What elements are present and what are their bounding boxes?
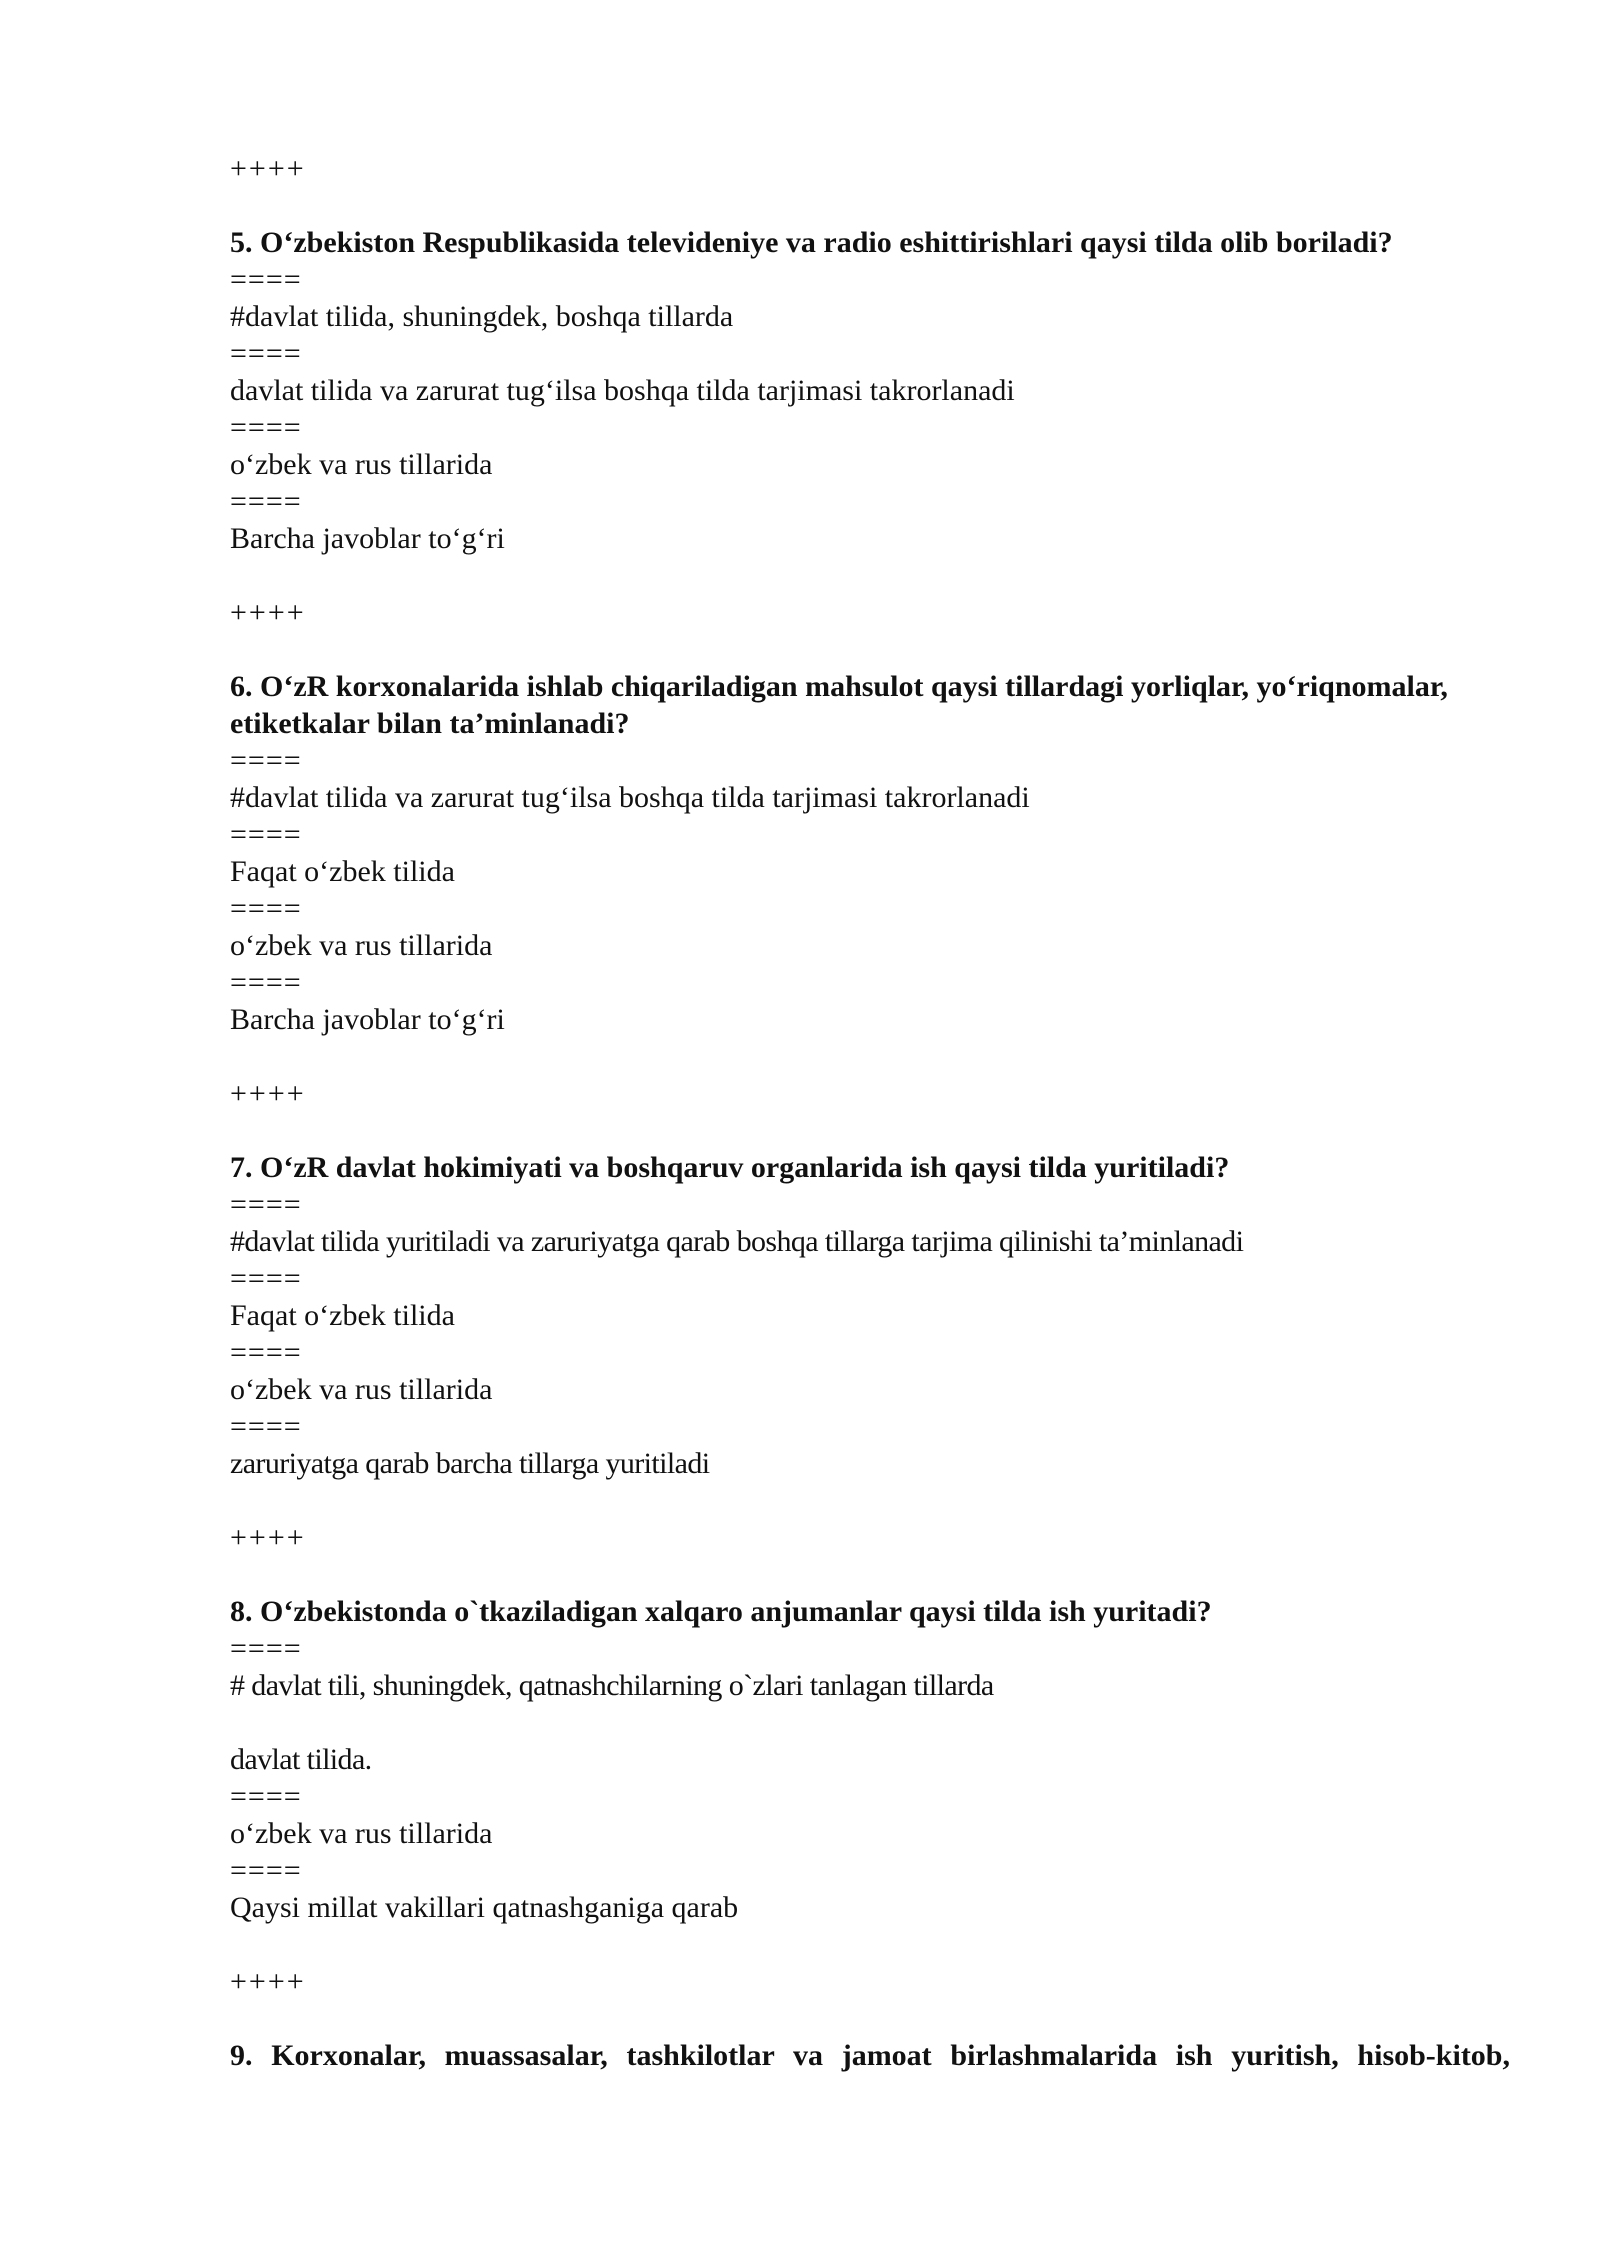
answer-separator: ====: [230, 485, 302, 518]
answer-option: o‘zbek va rus tillarida: [230, 448, 493, 481]
answer-separator: ====: [230, 744, 302, 777]
answer-separator: ====: [230, 411, 302, 444]
blank-line: [230, 1038, 1510, 1075]
answer-option: #davlat tilida va zarurat tug‘ilsa boshqa tilda tarjimasi takrorlanadi: [230, 781, 1030, 814]
answer-separator: ====: [230, 1188, 302, 1221]
answer-option: o‘zbek va rus tillarida: [230, 929, 493, 962]
question-delimiter: ++++: [230, 1965, 306, 1998]
answer-separator: ====: [230, 1854, 302, 1887]
question-delimiter: ++++: [230, 1077, 306, 1110]
answer-separator: ====: [230, 1262, 302, 1295]
blank-line: [230, 2000, 1510, 2037]
answer-separator: ====: [230, 263, 302, 296]
blank-line: [230, 1112, 1510, 1149]
blank-line: [230, 557, 1510, 594]
answer-option: Barcha javoblar to‘g‘ri: [230, 522, 505, 555]
answer-option: Faqat o‘zbek tilida: [230, 855, 455, 888]
answer-option: davlat tilida.: [230, 1743, 372, 1776]
question-text: 5. O‘zbekiston Respublikasida televideniye va radio eshittirishlari qaysi tilda olib boriladi?: [230, 226, 1393, 259]
question-delimiter: ++++: [230, 596, 306, 629]
document-page: [230, 150, 1510, 2074]
answer-option: o‘zbek va rus tillarida: [230, 1817, 493, 1850]
answer-option: davlat tilida va zarurat tug‘ilsa boshqa tilda tarjimasi takrorlanadi: [230, 374, 1015, 407]
answer-option: Faqat o‘zbek tilida: [230, 1299, 455, 1332]
question-delimiter: ++++: [230, 152, 306, 185]
answer-separator: ====: [230, 337, 302, 370]
question-text: 6. O‘zR korxonalarida ishlab chiqariladigan mahsulot qaysi tillardagi yorliqlar, yo‘riqnomalar, etiketkalar bilan ta’minlanadi?: [230, 670, 1448, 740]
answer-separator: ====: [230, 1632, 302, 1665]
blank-line: [230, 1926, 1510, 1963]
answer-separator: ====: [230, 1336, 302, 1369]
answer-separator: ====: [230, 1410, 302, 1443]
question-text: 7. O‘zR davlat hokimiyati va boshqaruv organlarida ish qaysi tilda yuritiladi?: [230, 1151, 1230, 1184]
answer-separator: ====: [230, 818, 302, 851]
answer-option: # davlat tili, shuningdek, qatnashchilarning o`zlari tanlagan tillarda: [230, 1669, 994, 1702]
answer-option: Qaysi millat vakillari qatnashganiga qarab: [230, 1891, 739, 1924]
question-text: 9. Korxonalar, muassasalar, tashkilotlar va jamoat birlashmalarida ish yuritish, hisob-kitob,: [230, 2039, 1510, 2072]
answer-separator: ====: [230, 892, 302, 925]
answer-option: Barcha javoblar to‘g‘ri: [230, 1003, 505, 1036]
blank-line: [230, 631, 1510, 668]
answer-separator: ====: [230, 1780, 302, 1813]
question-text: 8. O‘zbekistonda o`tkaziladigan xalqaro anjumanlar qaysi tilda ish yuritadi?: [230, 1595, 1212, 1628]
answer-option: zaruriyatga qarab barcha tillarga yuritiladi: [230, 1447, 710, 1480]
answer-option: o‘zbek va rus tillarida: [230, 1373, 493, 1406]
answer-option: #davlat tilida, shuningdek, boshqa tillarda: [230, 300, 734, 333]
question-delimiter: ++++: [230, 1521, 306, 1554]
answer-separator: ====: [230, 966, 302, 999]
blank-line: [230, 187, 1510, 224]
blank-line: [230, 1556, 1510, 1593]
blank-line: [230, 1704, 1510, 1741]
answer-option: #davlat tilida yuritiladi va zaruriyatga qarab boshqa tillarga tarjima qilinishi ta’minlanadi: [230, 1225, 1244, 1258]
blank-line: [230, 1482, 1510, 1519]
